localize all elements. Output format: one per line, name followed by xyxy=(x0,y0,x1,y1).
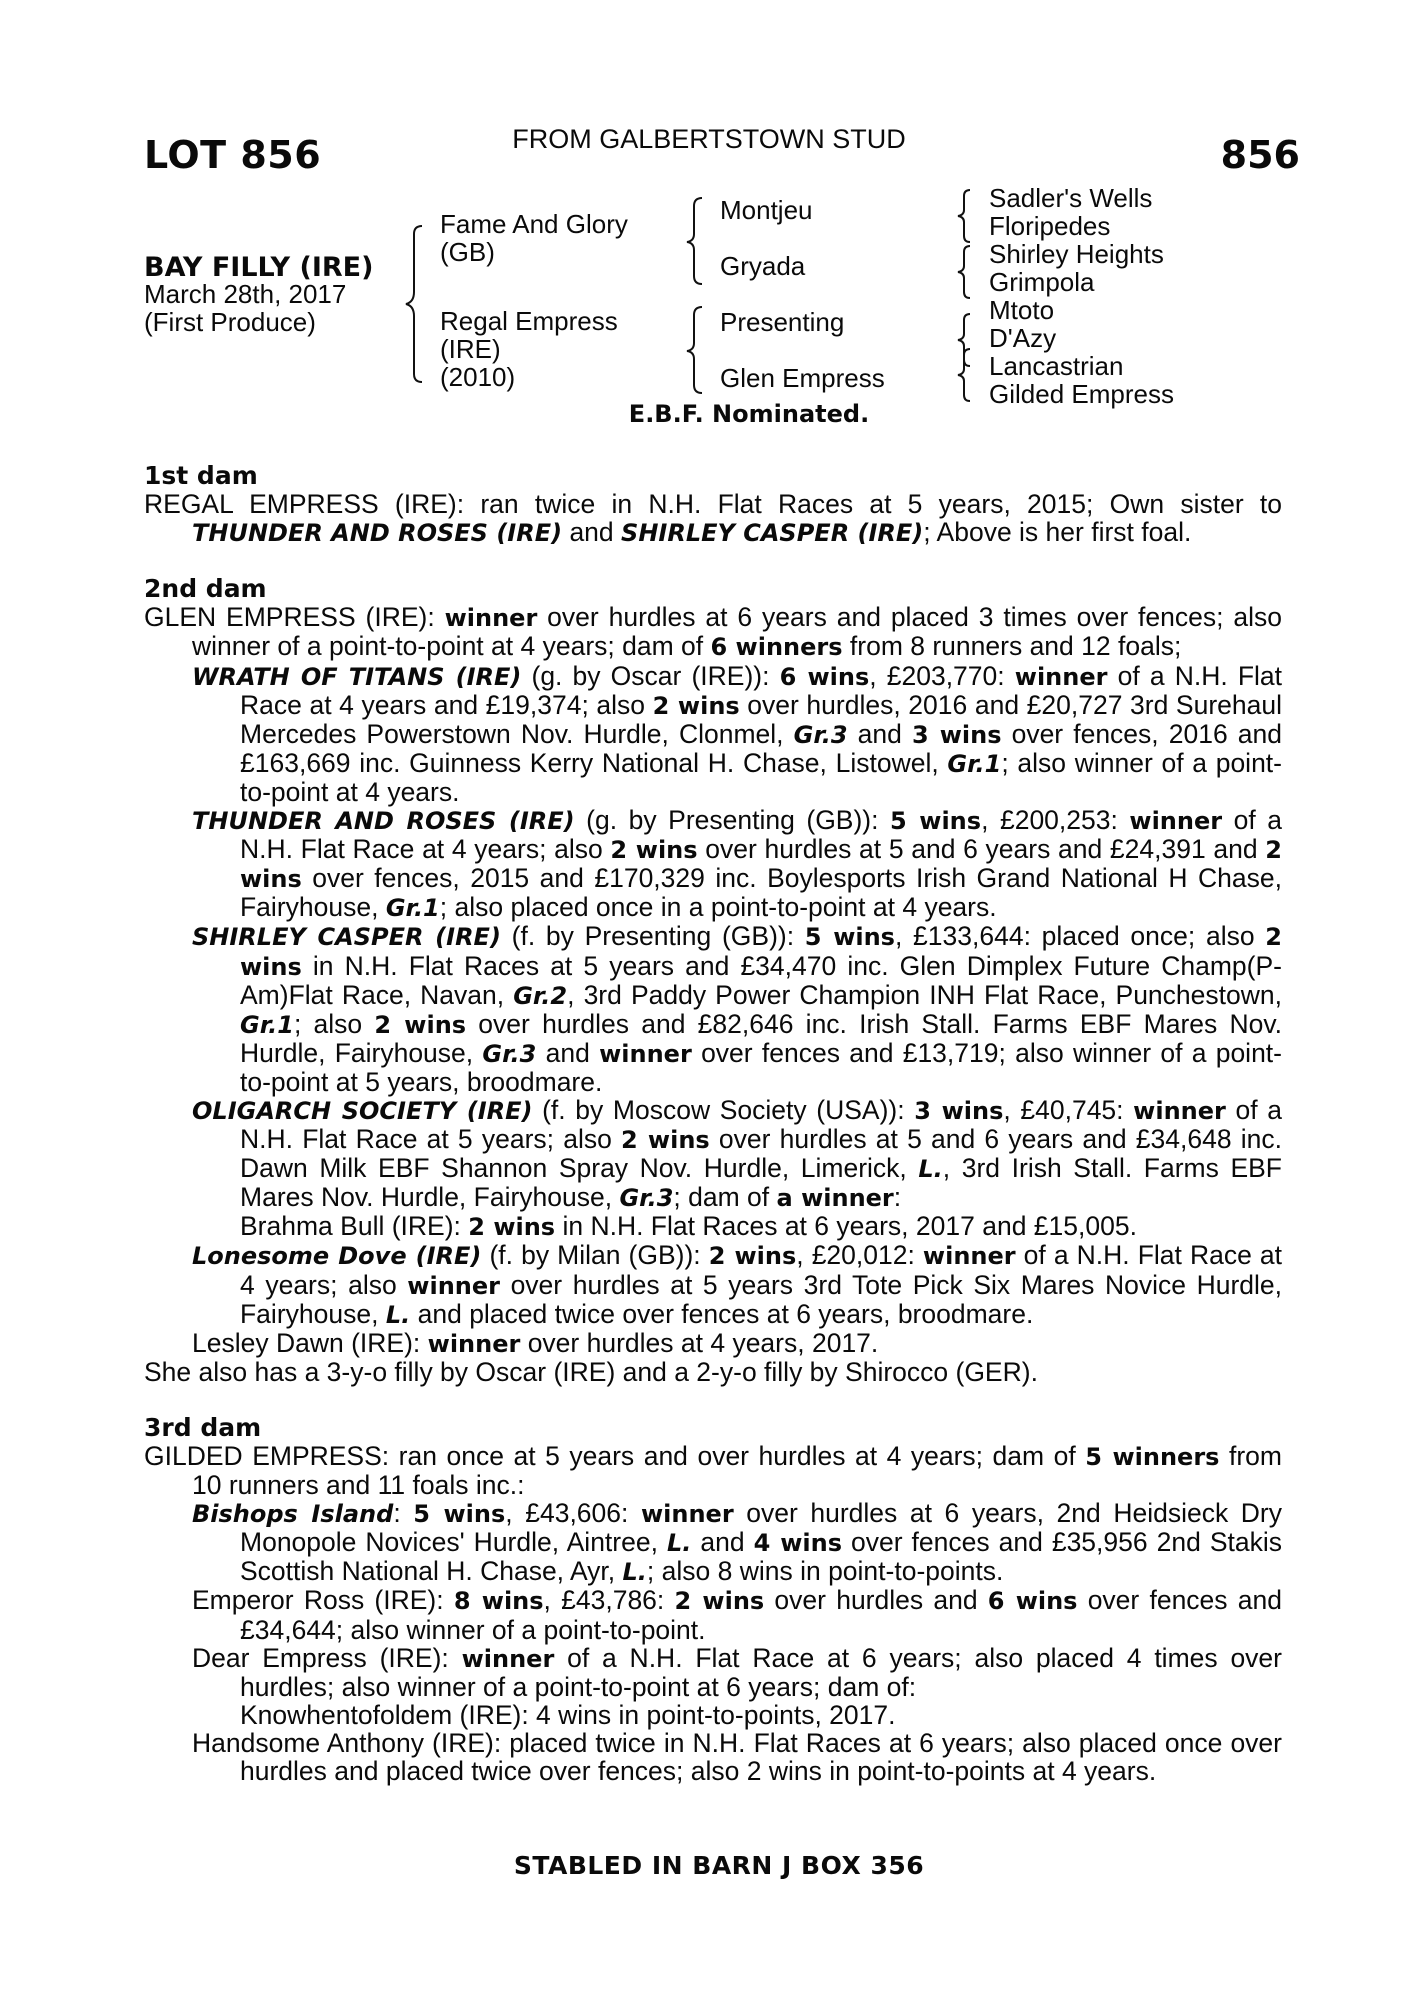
great-grandparent: Mtoto xyxy=(989,295,1055,325)
grand-progeny-entry: Knowhentofoldem (IRE): 4 wins in point-to-points, 2017. xyxy=(240,1699,896,1730)
foaling-date: March 28th, 2017 xyxy=(144,279,347,309)
dam-country: (IRE) xyxy=(440,334,501,364)
pedigree-brace-dam xyxy=(690,305,710,395)
second-dam-intro: GLEN EMPRESS (IRE): winner over hurdles at 6 years and placed 3 times over fences; also winner of a point-to-point at 4 years; dam of 6 winners from 8 runners and 12 foals; xyxy=(144,602,1282,662)
progeny-entry: THUNDER AND ROSES (IRE) (g. by Presenting (GB)): 5 wins, £200,253: winner of a N.H. Flat Race at 4 years; also 2 wins over hurdles at 5 and 6 years and £24,391 and 2 wins over fences, 2015 and £170,329 inc. Boylesports Irish Grand National H Chase, Fairyhouse, Gr.1; also placed once in a point-to-point at 4 years. xyxy=(192,805,1283,923)
sire-name: Fame And Glory xyxy=(440,209,628,239)
great-grandparent: Gilded Empress xyxy=(989,379,1174,409)
great-grandparent: Lancastrian xyxy=(989,351,1124,381)
progeny-entry: Handsome Anthony (IRE): placed twice in N.H. Flat Races at 6 years; also placed once over hurdles and placed twice over fences; also 2 wins in point-to-points at 4 years. xyxy=(192,1727,1282,1787)
horse-details xyxy=(144,280,346,336)
section-heading-1st-dam: 1st dam xyxy=(144,461,258,490)
pedigree-brace-gen1 xyxy=(410,224,430,384)
section-heading-3rd-dam: 3rd dam xyxy=(144,1412,262,1442)
pedigree-brace-montjeu xyxy=(958,188,974,244)
consignor: FROM GALBERTSTOWN STUD xyxy=(512,124,906,154)
great-grandparent: Floripedes xyxy=(989,211,1111,241)
pedigree-sire-sire: Montjeu xyxy=(720,195,813,225)
great-grandparent: D'Azy xyxy=(989,323,1057,353)
lot-number: 856 xyxy=(1220,133,1300,177)
also-has-note: She also has a 3-y-o filly by Oscar (IRE) and a 2-y-o filly by Shirocco (GER). xyxy=(144,1356,1038,1387)
progeny-entry: WRATH OF TITANS (IRE) (g. by Oscar (IRE)): 6 wins, £203,770: winner of a N.H. Flat Race at 4 years and £19,374; also 2 wins over hurdles, 2016 and £20,727 3rd Surehaul Mercedes Powerstown Nov. Hurdle, Clonmel, Gr.3 and 3 wins over fences, 2016 and £163,669 inc. Guinness Kerry National H. Chase, Listowel, Gr.1; also winner of a point-to-point at 4 years. xyxy=(192,660,1283,807)
pedigree-dam-dam: Glen Empress xyxy=(720,363,885,393)
pedigree-brace-gryada xyxy=(958,244,974,300)
pedigree-sire-dam: Gryada xyxy=(720,251,806,281)
dam-year: (2010) xyxy=(440,362,516,392)
section-heading-2nd-dam: 2nd dam xyxy=(144,574,267,604)
great-grandparent: Grimpola xyxy=(989,267,1095,297)
progeny-entry: OLIGARCH SOCIETY (IRE) (f. by Moscow Society (USA)): 3 wins, £40,745: winner of a N.H. Flat Race at 5 years; also 2 wins over hurdles at 5 and 6 years and £34,648 inc. Dawn Milk EBF Shannon Spray Nov. Hurdle, Limerick, L., 3rd Irish Stall. Farms EBF Mares Nov. Hurdle, Fairyhouse, Gr.3; dam of a winner: xyxy=(192,1094,1282,1213)
progeny-entry: SHIRLEY CASPER (IRE) (f. by Presenting (GB)): 5 wins, £133,644: placed once; also 2 wins in N.H. Flat Races at 5 years and £34,470 inc. Glen Dimplex Future Champ(P-Am)Flat Race, Navan, Gr.2, 3rd Paddy Power Champion INH Flat Race, Punchestown, Gr.1; also 2 wins over hurdles and £82,646 inc. Irish Stall. Farms EBF Mares Nov. Hurdle, Fairyhouse, Gr.3 and winner over fences and £13,719; also winner of a point-to-point at 5 years, broodmare. xyxy=(192,921,1283,1097)
stabling-info: STABLED IN BARN J BOX 356 xyxy=(513,1851,925,1880)
progeny-entry: Bishops Island: 5 wins, £43,606: winner over hurdles at 6 years, 2nd Heidsieck Dry Monopole Novices' Hurdle, Aintree, L. and 4 wins over fences and £35,956 2nd Stakis Scottish National H. Chase, Ayr, L.; also 8 wins in point-to-points. xyxy=(192,1498,1282,1587)
dam-name: Regal Empress xyxy=(440,306,618,336)
progeny-entry: Lonesome Dove (IRE) (f. by Milan (GB)): 2 wins, £20,012: winner of a N.H. Flat Race at 4 years; also winner over hurdles at 5 years 3rd Tote Pick Six Mares Novice Hurdle, Fairyhouse, L. and placed twice over fences at 6 years, broodmare. xyxy=(192,1240,1283,1329)
sire-country: (GB) xyxy=(440,237,495,267)
pedigree-great-grandparents xyxy=(989,184,1174,408)
pedigree-dam xyxy=(440,307,618,391)
grand-progeny-entry: Brahma Bull (IRE): 2 wins in N.H. Flat Races at 6 years, 2017 and £15,005. xyxy=(240,1211,1137,1242)
great-grandparent: Sadler's Wells xyxy=(989,183,1153,213)
lot-label: LOT 856 xyxy=(144,133,322,177)
horse-title: BAY FILLY (IRE) xyxy=(144,252,374,283)
progeny-entry: Dear Empress (IRE): winner of a N.H. Flat Race at 6 years; also placed 4 times over hurdles; also winner of a point-to-point at 6 years; dam of: xyxy=(192,1642,1282,1702)
first-dam-paragraph: REGAL EMPRESS (IRE): ran twice in N.H. Flat Races at 5 years, 2015; Own sister to THUNDER AND ROSES (IRE) and SHIRLEY CASPER (IRE); Above is her first foal. xyxy=(144,489,1282,548)
produce-note: (First Produce) xyxy=(144,307,316,337)
ebf-nominated: E.B.F. Nominated. xyxy=(628,400,870,428)
pedigree-brace-sire xyxy=(690,196,710,286)
third-dam-intro: GILDED EMPRESS: ran once at 5 years and over hurdles at 4 years; dam of 5 winners from 10 runners and 11 foals inc.: xyxy=(144,1441,1282,1501)
pedigree-brace-glen-empress xyxy=(958,347,974,403)
progeny-entry: Emperor Ross (IRE): 8 wins, £43,786: 2 wins over hurdles and 6 wins over fences and £34,644; also winner of a point-to-point. xyxy=(192,1585,1282,1645)
great-grandparent: Shirley Heights xyxy=(989,239,1164,269)
pedigree-dam-sire: Presenting xyxy=(720,307,845,337)
progeny-entry: Lesley Dawn (IRE): winner over hurdles at 4 years, 2017. xyxy=(192,1327,879,1358)
catalogue-body xyxy=(144,462,1282,1785)
pedigree-sire xyxy=(440,210,628,266)
